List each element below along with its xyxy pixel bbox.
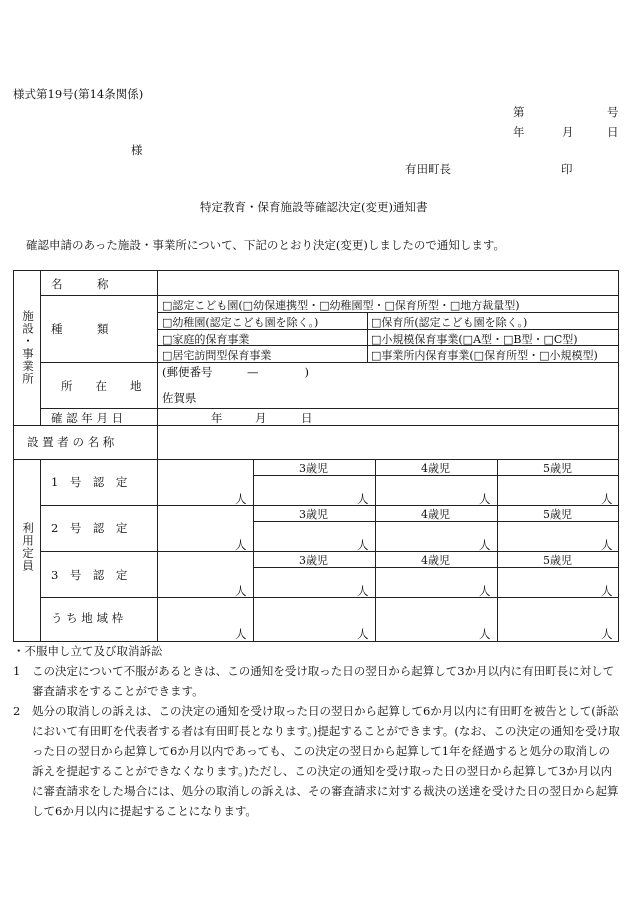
unit: 人	[601, 627, 613, 641]
form-number: 様式第19号(第14条関係)	[13, 87, 144, 101]
unit: 人	[235, 492, 247, 506]
postal-code: (郵便番号 — )	[162, 365, 309, 379]
type-kyotaku-houmon[interactable]: □居宅訪問型保育事業	[162, 349, 272, 362]
unit: 人	[357, 538, 369, 552]
unit: 人	[479, 492, 491, 506]
unit: 人	[479, 538, 491, 552]
row-label-chiiki-waku: う ち 地 域 枠	[51, 611, 124, 625]
establisher-label: 設 置 者 の 名 称	[27, 435, 115, 449]
unit: 人	[235, 538, 247, 552]
name-label: 名 称	[51, 277, 109, 291]
unit: 人	[357, 627, 369, 641]
capacity-group-label: 利用定員	[21, 522, 35, 572]
age-4-header: 4歳児	[421, 508, 450, 521]
row-label-1go: 1 号 認 定	[51, 475, 128, 489]
unit: 人	[601, 492, 613, 506]
note-text: この決定について不服があるときは、この通知を受け取った日の翌日から起算して3か月以内に有田町長に対して審査請求をすることができます。	[32, 664, 615, 698]
confirm-date-label: 確 認 年 月 日	[51, 411, 124, 425]
confirm-date-day: 日	[301, 411, 313, 425]
seal-mark: 印	[561, 162, 573, 176]
note-text: 処分の取消しの訴えは、この決定の通知を受け取った日の翌日から起算して6か月以内に有田町を被告として(訴訟において有田町を代表者する者は有田町長となります。)提起することができます。(なお、この決定の通知を受け取った日の翌日から起算して6か月以内であっても、この決定の翌日から起算して1年を経過すると処分の取消しの訴えを提起することができなくなります。)ただし、この決定の通知を受け取った日の翌日から起算して3か月以内に審査請求をした場合には、処分の取消しの訴えは、その審査請求に対する裁決の送達を受けた日の翌日から起算して6か月以内に提起することになります。	[32, 704, 620, 818]
type-jigyoshonai-hoiku[interactable]: □事業所内保育事業(□保育所型・□小規模型)	[371, 349, 598, 362]
date-year-label: 年	[513, 125, 525, 139]
address-label: 所 在 地	[61, 379, 142, 393]
age-5-header: 5歳児	[543, 508, 572, 521]
age-3-header: 3歳児	[299, 554, 328, 567]
appeal-notes	[13, 641, 621, 821]
type-shokibo-hoiku[interactable]: □小規模保育事業(□A型・□B型・□C型)	[371, 333, 578, 346]
unit: 人	[357, 584, 369, 598]
age-5-header: 5歳児	[543, 462, 572, 475]
type-label: 種 類	[51, 322, 109, 336]
age-5-header: 5歳児	[543, 554, 572, 567]
document-title: 特定教育・保育施設等確認決定(変更)通知書	[200, 200, 428, 214]
notes-heading: ・不服申し立て及び取消訴訟	[13, 644, 163, 658]
age-3-header: 3歳児	[299, 508, 328, 521]
unit: 人	[601, 538, 613, 552]
row-label-3go: 3 号 認 定	[51, 568, 128, 582]
unit: 人	[235, 584, 247, 598]
confirm-date-year: 年	[211, 411, 223, 425]
issuer: 有田町長	[405, 162, 451, 176]
unit: 人	[357, 492, 369, 506]
note-number: 1	[13, 664, 21, 678]
type-kateiteki-hoiku[interactable]: □家庭的保育事業	[162, 333, 250, 346]
confirm-date-month: 月	[255, 411, 267, 425]
type-youchien[interactable]: □幼稚園(認定こども園を除く。)	[162, 316, 319, 329]
addressee-suffix: 様	[131, 143, 143, 157]
age-4-header: 4歳児	[421, 462, 450, 475]
note-number: 2	[13, 704, 21, 718]
type-nintei-kodomoen[interactable]: □認定こども園(□幼保連携型・□幼稚園型・□保育所型・□地方裁量型)	[162, 299, 520, 312]
row-label-2go: 2 号 認 定	[51, 521, 128, 535]
date-day-label: 日	[607, 125, 619, 139]
note-item	[13, 661, 621, 701]
date-month-label: 月	[562, 125, 574, 139]
age-3-header: 3歳児	[299, 462, 328, 475]
unit: 人	[235, 627, 247, 641]
type-hoikusho[interactable]: □保育所(認定こども園を除く。)	[371, 316, 528, 329]
number-label-go: 号	[607, 105, 619, 119]
unit: 人	[479, 627, 491, 641]
number-label-dai: 第	[513, 105, 525, 119]
facility-group-label: 施設・事業所	[21, 310, 35, 385]
note-item	[13, 701, 621, 821]
unit: 人	[601, 584, 613, 598]
age-4-header: 4歳児	[421, 554, 450, 567]
confirmation-table	[13, 270, 619, 642]
prefecture: 佐賀県	[162, 391, 197, 405]
unit: 人	[479, 584, 491, 598]
intro-text: 確認申請のあった施設・事業所について、下記のとおり決定(変更)しましたので通知します。	[26, 238, 505, 252]
